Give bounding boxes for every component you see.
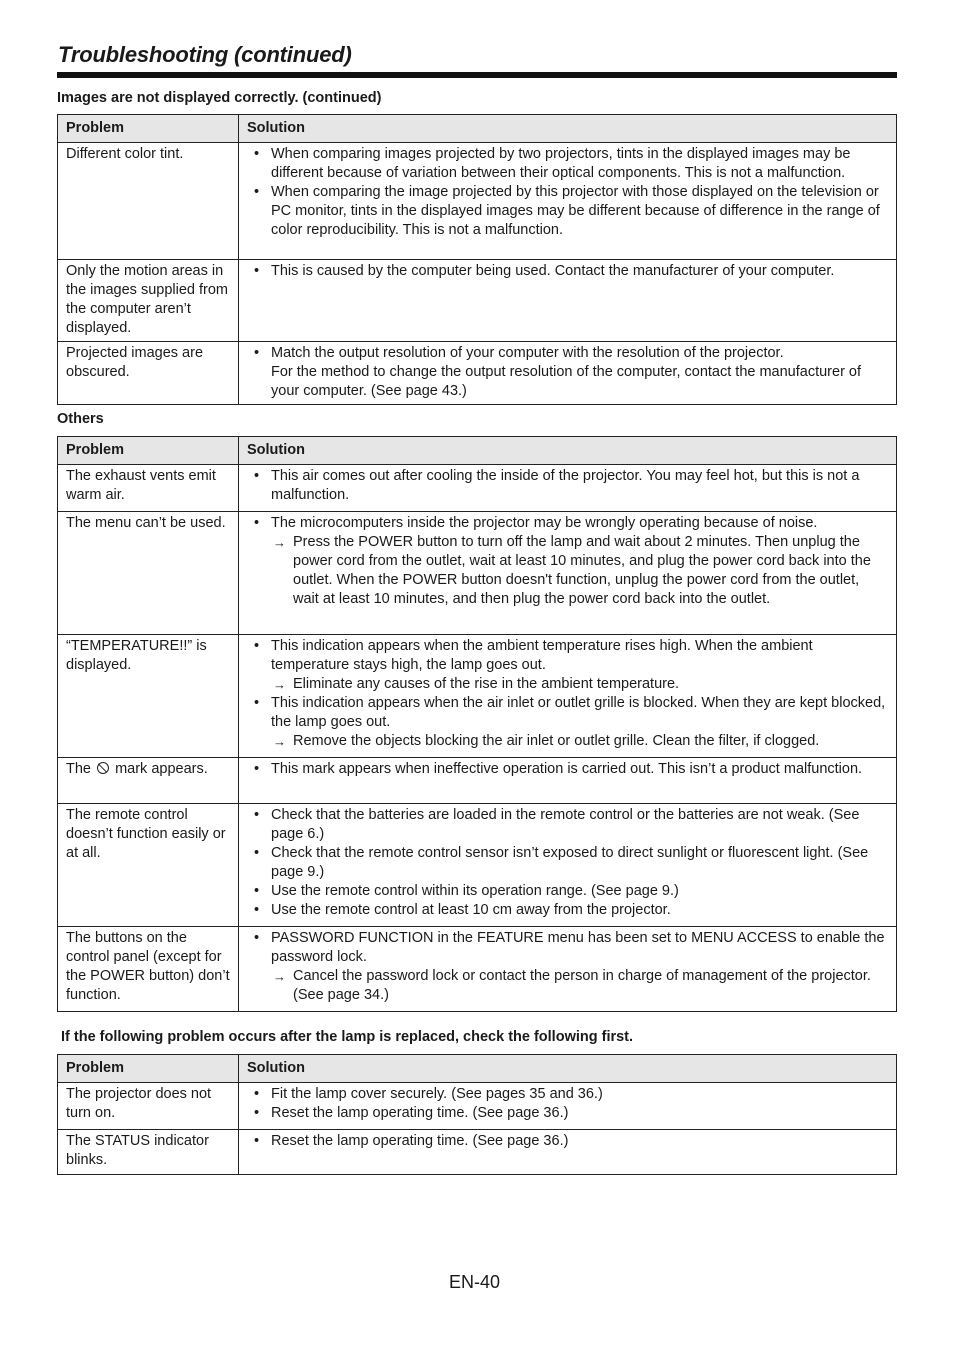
- table-row: [58, 260, 897, 342]
- problem-cell: The STATUS indicator blinks.: [58, 1130, 239, 1175]
- solution-text: Use the remote control within its operation range. (See page 9.): [271, 883, 679, 899]
- solution-text: This air comes out after cooling the inside of the projector. You may feel hot, but this is not a malfunction.: [271, 468, 860, 503]
- solution-cell: [239, 143, 897, 260]
- bullet-icon: •: [254, 845, 260, 861]
- list-item: [247, 262, 888, 281]
- problem-text-before: The: [66, 761, 91, 777]
- solution-cell: [239, 1130, 897, 1175]
- action-step: [271, 533, 888, 609]
- table-row: [58, 758, 897, 804]
- solution-list: [247, 637, 888, 751]
- solution-list: [247, 145, 888, 240]
- solution-text: Fit the lamp cover securely. (See pages 35 and 36.): [271, 1086, 603, 1102]
- column-header-solution: Solution: [239, 115, 897, 143]
- bullet-icon: •: [254, 695, 260, 711]
- section-heading-images: Images are not displayed correctly. (continued): [57, 90, 382, 106]
- list-item: [247, 514, 888, 609]
- page-title: Troubleshooting (continued): [58, 42, 352, 67]
- bullet-icon: •: [254, 807, 260, 823]
- table-header-row: [58, 437, 897, 465]
- bullet-icon: •: [254, 263, 260, 279]
- list-item: [247, 1132, 888, 1151]
- solution-text: When comparing the image projected by this projector with those displayed on the television or PC monitor, tints in the displayed images may be different because of difference in the range of color reproducibility. This is not a malfunction.: [271, 184, 880, 238]
- action-text: Press the POWER button to turn off the lamp and wait about 2 minutes. Then unplug the power cord from the outlet, wait at least 10 minutes, and plug the power cord back into the outlet. When the POWER button doesn't function, unplug the power cord from the outlet, wait at least 10 minutes, and then plug the power cord back into the outlet.: [293, 534, 871, 607]
- bullet-icon: •: [254, 345, 260, 361]
- solution-continuation: For the method to change the output resolution of the computer, contact the manufacturer of your computer. (See page 43.): [271, 364, 862, 399]
- arrow-right-icon: →: [273, 535, 286, 550]
- solution-cell: [239, 465, 897, 512]
- column-header-problem: Problem: [58, 437, 239, 465]
- solution-list: [247, 467, 888, 505]
- list-item: [247, 901, 888, 920]
- solution-list: [247, 344, 888, 401]
- list-item: [247, 1104, 888, 1123]
- list-item: [247, 929, 888, 1005]
- table-header-row: [58, 115, 897, 143]
- bullet-icon: •: [254, 146, 260, 162]
- list-item: [247, 637, 888, 694]
- problem-cell: The buttons on the control panel (except for the POWER button) don’t function.: [58, 927, 239, 1012]
- solution-text: Reset the lamp operating time. (See page 36.): [271, 1105, 569, 1121]
- solution-list: [247, 262, 888, 281]
- list-item: [247, 145, 888, 183]
- bullet-icon: •: [254, 902, 260, 918]
- problem-cell: The remote control doesn’t function easily or at all.: [58, 804, 239, 927]
- solution-cell: [239, 260, 897, 342]
- section-heading-others: Others: [57, 411, 104, 427]
- column-header-solution: Solution: [239, 437, 897, 465]
- bullet-icon: •: [254, 883, 260, 899]
- table-row: [58, 465, 897, 512]
- solution-list: [247, 514, 888, 609]
- table-row: [58, 342, 897, 405]
- bullet-icon: •: [254, 930, 260, 946]
- problem-cell: Different color tint.: [58, 143, 239, 260]
- action-text: Eliminate any causes of the rise in the ambient temperature.: [293, 676, 680, 692]
- bullet-icon: •: [254, 1105, 260, 1121]
- solution-list: [247, 1085, 888, 1123]
- column-header-problem: Problem: [58, 1055, 239, 1083]
- solution-text: PASSWORD FUNCTION in the FEATURE menu has been set to MENU ACCESS to enable the password lock.: [271, 930, 885, 965]
- table-row: [58, 143, 897, 260]
- problem-cell: “TEMPERATURE!!” is displayed.: [58, 635, 239, 758]
- solution-list: [247, 806, 888, 920]
- table-header-row: [58, 1055, 897, 1083]
- solution-cell: [239, 635, 897, 758]
- table-row: [58, 804, 897, 927]
- solution-text: Match the output resolution of your computer with the resolution of the projector.: [271, 345, 784, 361]
- action-step: [271, 732, 888, 751]
- arrow-right-icon: →: [273, 677, 286, 692]
- list-item: [247, 882, 888, 901]
- problem-cell: The projector does not turn on.: [58, 1083, 239, 1130]
- solution-text: The microcomputers inside the projector may be wrongly operating because of noise.: [271, 515, 818, 531]
- solution-text: This indication appears when the ambient temperature rises high. When the ambient temperature stays high, the lamp goes out.: [271, 638, 813, 673]
- bullet-icon: •: [254, 638, 260, 654]
- table-row: [58, 512, 897, 635]
- problem-cell: Only the motion areas in the images supplied from the computer aren’t displayed.: [58, 260, 239, 342]
- action-step: [271, 967, 888, 1005]
- solution-text: Use the remote control at least 10 cm away from the projector.: [271, 902, 671, 918]
- problem-cell: [58, 758, 239, 804]
- action-step: [271, 675, 888, 694]
- column-header-solution: Solution: [239, 1055, 897, 1083]
- list-item: [247, 806, 888, 844]
- table-row: [58, 927, 897, 1012]
- bullet-icon: •: [254, 515, 260, 531]
- solution-text: This indication appears when the air inlet or outlet grille is blocked. When they are kept blocked, the lamp goes out.: [271, 695, 886, 730]
- solution-cell: [239, 1083, 897, 1130]
- solution-text: This is caused by the computer being used. Contact the manufacturer of your computer.: [271, 263, 835, 279]
- problem-cell: Projected images are obscured.: [58, 342, 239, 405]
- arrow-right-icon: →: [273, 734, 286, 749]
- table-lamp-replaced: [57, 1054, 897, 1175]
- bullet-icon: •: [254, 468, 260, 484]
- bullet-icon: •: [254, 184, 260, 200]
- solution-cell: [239, 804, 897, 927]
- list-item: [247, 760, 888, 779]
- action-text: Remove the objects blocking the air inlet or outlet grille. Clean the filter, if clogged.: [293, 733, 820, 749]
- bullet-icon: •: [254, 1133, 260, 1149]
- solution-list: [247, 760, 888, 779]
- page-number: EN-40: [449, 1272, 501, 1292]
- arrow-right-icon: →: [273, 969, 286, 984]
- list-item: [247, 1085, 888, 1104]
- solution-text: This mark appears when ineffective operation is carried out. This isn’t a product malfunction.: [271, 761, 863, 777]
- solution-text: Check that the batteries are loaded in the remote control or the batteries are not weak. (See page 6.): [271, 807, 860, 842]
- solution-cell: [239, 758, 897, 804]
- problem-text-after: mark appears.: [115, 761, 208, 777]
- list-item: [247, 694, 888, 751]
- solution-text: Reset the lamp operating time. (See page 36.): [271, 1133, 569, 1149]
- solution-cell: [239, 927, 897, 1012]
- table-row: [58, 1130, 897, 1175]
- table-others: [57, 436, 897, 1012]
- table-row: [58, 1083, 897, 1130]
- solution-cell: [239, 342, 897, 405]
- solution-text: Check that the remote control sensor isn’t exposed to direct sunlight or fluorescent light. (See page 9.): [271, 845, 869, 880]
- table-row: [58, 635, 897, 758]
- no-entry-icon: [97, 762, 109, 774]
- list-item: [247, 344, 888, 401]
- problem-cell: The menu can’t be used.: [58, 512, 239, 635]
- table-images-not-displayed: [57, 114, 897, 405]
- solution-list: [247, 1132, 888, 1151]
- solution-text: When comparing images projected by two projectors, tints in the displayed images may be different because of variation between their optical components. This is not a malfunction.: [271, 146, 851, 181]
- problem-cell: The exhaust vents emit warm air.: [58, 465, 239, 512]
- solution-list: [247, 929, 888, 1005]
- title-rule: [57, 72, 897, 78]
- column-header-problem: Problem: [58, 115, 239, 143]
- list-item: [247, 183, 888, 240]
- solution-cell: [239, 512, 897, 635]
- section-heading-lamp-replaced: If the following problem occurs after the lamp is replaced, check the following first.: [61, 1029, 634, 1045]
- bullet-icon: •: [254, 761, 260, 777]
- list-item: [247, 844, 888, 882]
- bullet-icon: •: [254, 1086, 260, 1102]
- list-item: [247, 467, 888, 505]
- action-text: Cancel the password lock or contact the person in charge of management of the projector. (See page 34.): [293, 968, 871, 1003]
